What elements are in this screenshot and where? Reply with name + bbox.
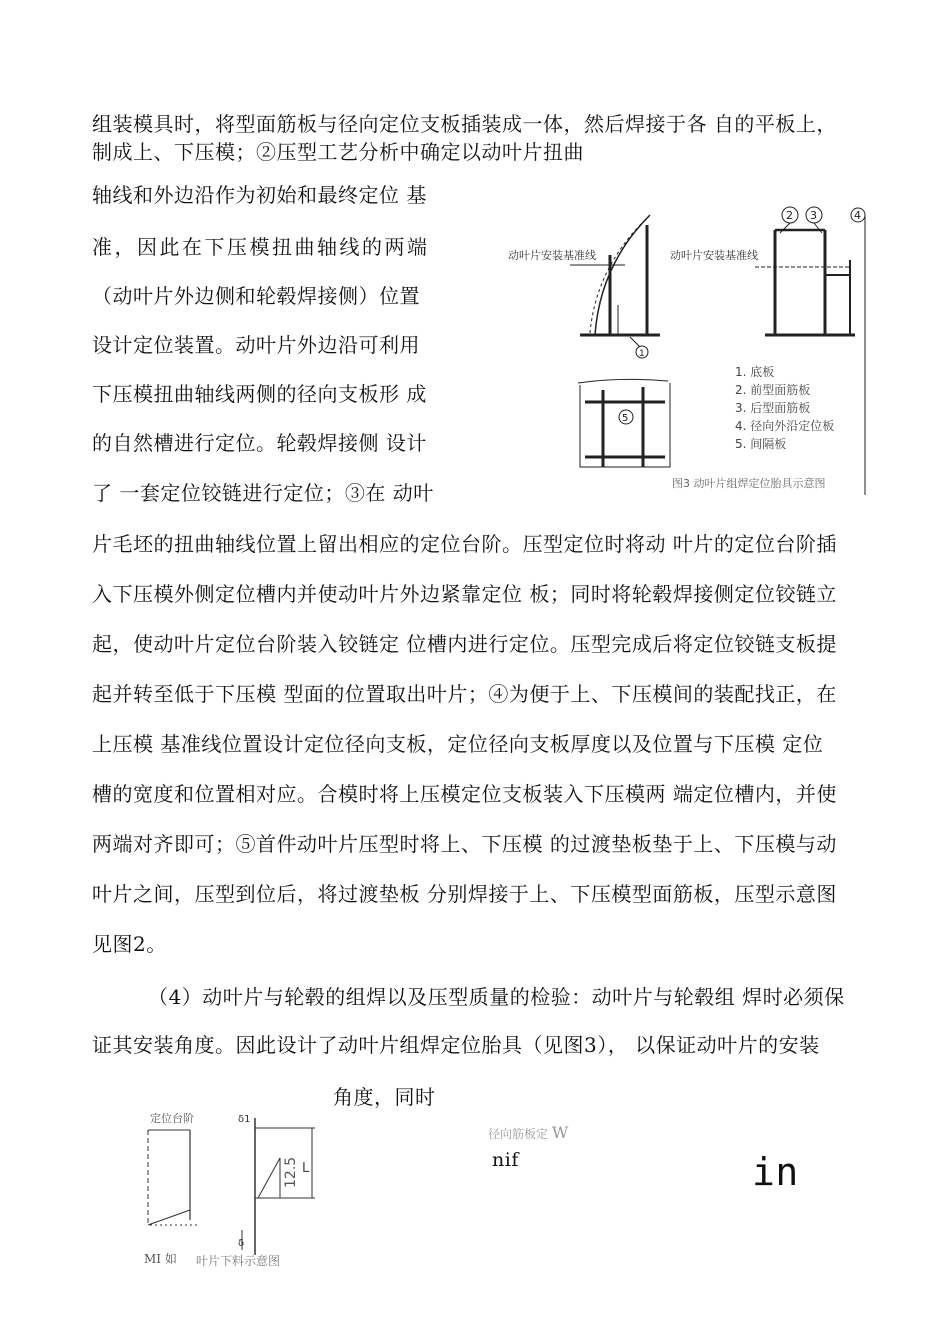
fig3-num-4: 4 xyxy=(854,209,861,222)
text-line-3: 轴线和外边沿作为初始和最终定位 基 xyxy=(92,183,427,207)
text-line-2: 制成上、下压模；②压型工艺分析中确定以动叶片扭曲 xyxy=(92,140,584,164)
fig3-ref-line-left: 动叶片安装基准线 xyxy=(508,249,596,262)
fig3-num-2: 2 xyxy=(786,209,793,222)
fig3-legend-5: 5. 间隔板 xyxy=(735,437,787,451)
text-line-8: 的自然槽进行定位。轮毂焊接侧 设计 xyxy=(92,431,427,455)
caption-blade-blank: 叶片下料示意图 xyxy=(196,1254,281,1268)
text-line-5: （动叶片外边侧和轮毂焊接侧）位置 xyxy=(92,284,420,308)
text-line-21: 角度，同时 xyxy=(333,1085,436,1109)
fig3-num-3: 3 xyxy=(810,209,817,222)
fig3-legend-2: 2. 前型面筋板 xyxy=(735,383,811,397)
fig3-caption: 图3 动叶片组焊定位胎具示意图 xyxy=(672,477,826,490)
dim-12-5: 12.5 xyxy=(283,1156,299,1188)
text-line-11: 入下压模外侧定位槽内并使动叶片外边紧靠定位 板；同时将轮毂焊接侧定位铰链立 xyxy=(92,582,837,606)
dim-L: L xyxy=(302,1161,310,1176)
mark-delta-bottom: δ xyxy=(238,1238,245,1249)
text-line-16: 两端对齐即可；⑤首件动叶片压型时将上、下压模 的过渡垫板垫于上、下压模与动 xyxy=(92,832,837,856)
fragment-radial-rib-text: 径向筋板定 xyxy=(488,1127,549,1141)
fig3-ref-line-right: 动叶片安装基准线 xyxy=(670,249,758,262)
text-line-19: （4）动叶片与轮毂的组焊以及压型质量的检验：动叶片与轮毂组 焊时必须保 xyxy=(148,985,845,1009)
figure-3-diagram xyxy=(500,195,880,500)
label-positioning-step: 定位台阶 xyxy=(150,1112,194,1125)
label-mi: MI 如 xyxy=(144,1252,177,1266)
text-line-4: 准，因此在下压模扭曲轴线的两端 xyxy=(92,235,430,259)
fig3-left-view xyxy=(570,215,660,358)
text-line-20: 证其安装角度。因此设计了动叶片组焊定位胎具（见图3）， 以保证动叶片的安装 xyxy=(92,1033,820,1057)
fig3-legend-3: 3. 后型面筋板 xyxy=(735,401,811,415)
text-line-10: 片毛坯的扭曲轴线位置上留出相应的定位台阶。压型定位时将动 叶片的定位台阶插 xyxy=(92,532,837,556)
text-line-18: 见图2。 xyxy=(92,932,167,956)
fig3-legend-4: 4. 径向外沿定位板 xyxy=(735,419,835,433)
fragment-nif: nif xyxy=(492,1149,519,1171)
fragment-radial-rib xyxy=(488,1123,569,1142)
text-line-12: 起，使动叶片定位台阶装入铰链定 位槽内进行定位。压型完成后将定位铰链支板提 xyxy=(92,632,837,656)
text-line-1: 组装模具时，将型面筋板与径向定位支板插装成一体，然后焊接于各 自的平板上， xyxy=(92,112,837,136)
text-line-9: 了 一套定位铰链进行定位；③在 动叶 xyxy=(92,481,434,505)
mark-delta-top: δ1 xyxy=(238,1114,251,1125)
text-line-14: 上压模 基准线位置设计定位径向支板，定位径向支板厚度以及位置与下压模 定位 xyxy=(92,732,824,756)
text-line-7: 下压模扭曲轴线两侧的径向支板形 成 xyxy=(92,382,427,406)
text-line-15: 槽的宽度和位置相对应。合模时将上压模定位支板装入下压模两 端定位槽内，并使 xyxy=(92,782,837,806)
fig3-right-view xyxy=(755,207,865,495)
text-line-17: 叶片之间，压型到位后，将过渡垫板 分别焊接于上、下压模型面筋板，压型示意图 xyxy=(92,882,837,906)
fig3-num-5: 5 xyxy=(622,413,629,424)
text-line-6: 设计定位装置。动叶片外边沿可利用 xyxy=(92,333,420,357)
fig3-legend-1: 1. 底板 xyxy=(735,365,775,379)
fig3-num-1: 1 xyxy=(639,349,645,359)
text-line-13: 起并转至低于下压模 型面的位置取出叶片；④为便于上、下压模间的装配找正，在 xyxy=(92,682,837,706)
fragment-w: W xyxy=(551,1123,569,1142)
fragment-in: in xyxy=(752,1150,799,1194)
